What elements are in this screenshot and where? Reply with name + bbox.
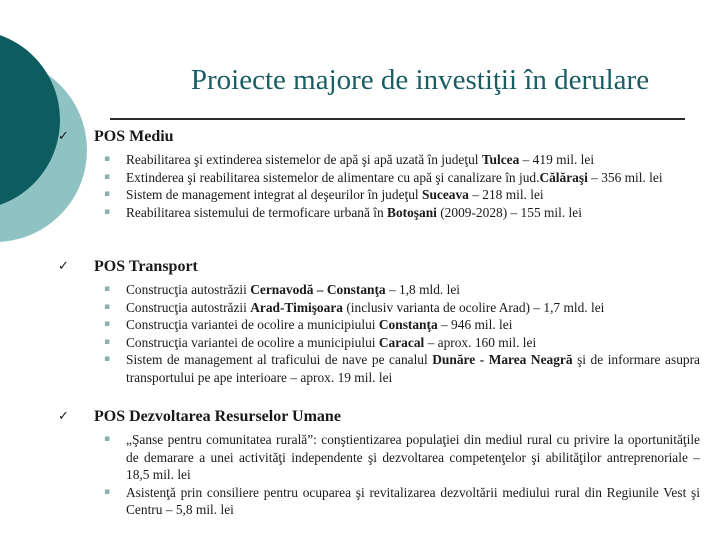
- section-heading-text: POS Dezvoltarea Resurselor Umane: [94, 408, 341, 425]
- section-pos-mediu: [58, 127, 704, 221]
- title-underline: [110, 118, 685, 120]
- section-heading: [58, 127, 704, 147]
- bullet-icon: ▪: [104, 301, 111, 312]
- list-item: ▪ Asistenţă prin consiliere pentru ocuparea şi revitalizarea dezvoltării mediului rural din Regiunile Vest şi Centru – 5,8 mil. lei: [104, 484, 700, 517]
- highlighted-place: Cernavodă – Constanţa: [250, 282, 386, 297]
- page-title: Proiecte majore de investiţii în derulare: [190, 64, 650, 96]
- item-list: [58, 281, 704, 386]
- highlighted-place: Botoşani: [387, 204, 437, 220]
- section-heading: [58, 257, 704, 277]
- section-heading: [58, 407, 704, 427]
- list-item: ▪ Construcţia autostrăzii Cernavodă – Constanţa – 1,8 mld. lei: [104, 282, 461, 297]
- highlighted-place: Arad-Timişoara: [250, 299, 343, 315]
- highlighted-place: Suceava: [422, 187, 469, 202]
- bullet-icon: ▪: [104, 154, 111, 164]
- list-item: ▪ Sistem de management al traficului de nave pe canalul Dunăre - Marea Neagră şi de informare asupra transportului pe ape interioare – aprox. 19 mil. lei: [104, 352, 700, 385]
- list-item: ▪ Reabilitarea şi extinderea sistemelor de apă şi apă uzată în judeţul Tulcea – 419 mil. lei: [104, 152, 595, 167]
- highlighted-place: Tulcea: [481, 152, 520, 167]
- section-heading-text: POS Transport: [94, 258, 198, 275]
- list-item: ▪ Sistem de management integrat al deşeurilor în judeţul Suceava – 218 mil. lei: [104, 187, 544, 202]
- list-item: ▪ Reabilitarea sistemului de termoficare urbană în Botoşani (2009-2028) – 155 mil. lei: [104, 204, 582, 220]
- highlighted-place: Constanţa: [378, 317, 438, 332]
- checkmark-icon: ✓: [58, 409, 69, 424]
- list-item: ▪ Extinderea şi reabilitarea sistemelor de alimentare cu apă şi canalizare în jud.Călăraşi – 356 mil. lei: [104, 169, 663, 185]
- bullet-icon: ▪: [104, 354, 111, 364]
- item-list: [58, 151, 704, 221]
- item-list: [58, 431, 704, 519]
- section-heading-text: POS Mediu: [94, 128, 174, 145]
- bullet-icon: ▪: [104, 336, 111, 347]
- bullet-icon: ▪: [104, 284, 111, 294]
- list-item: ▪ Construcţia variantei de ocolire a municipiului Constanţa – 946 mil. lei: [104, 317, 513, 332]
- bullet-icon: ▪: [104, 206, 111, 217]
- section-pos-transport: [58, 257, 704, 386]
- list-item: ▪ Construcţia variantei de ocolire a municipiului Caracal – aprox. 160 mil. lei: [104, 334, 537, 350]
- bullet-icon: ▪: [104, 319, 111, 329]
- highlighted-place: Dunăre - Marea Neagră: [432, 352, 573, 367]
- list-item: ▪ Construcţia autostrăzii Arad-Timişoara (inclusiv varianta de ocolire Arad) – 1,7 mld. lei: [104, 299, 605, 315]
- checkmark-icon: ✓: [58, 259, 69, 274]
- section-pos-dru: [58, 407, 704, 519]
- bullet-icon: ▪: [104, 171, 111, 182]
- highlighted-place: Călăraşi: [539, 169, 588, 185]
- bullet-icon: ▪: [104, 434, 111, 444]
- bullet-icon: ▪: [104, 189, 111, 199]
- highlighted-place: Caracal: [378, 334, 425, 350]
- list-item: ▪ „Şanse pentru comunitatea rurală”: conştientizarea populaţiei din mediul rural cu privire la oportunităţile de demarare a unei activităţi independente şi dezvoltarea competenţelor şi abilităţilor antreprenoriale – 18,5 mil. lei: [104, 432, 700, 482]
- bullet-icon: ▪: [104, 486, 111, 497]
- checkmark-icon: ✓: [58, 129, 69, 144]
